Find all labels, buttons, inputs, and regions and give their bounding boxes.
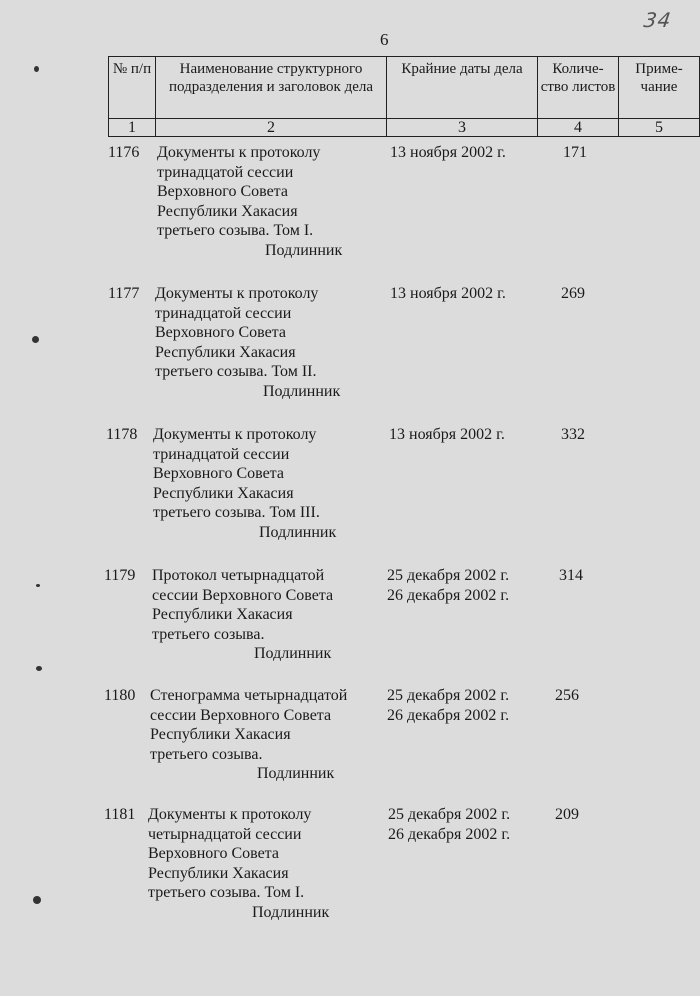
record-title-line: третьего созыва. [152, 625, 265, 643]
record-title-line: Верховного Совета [153, 465, 284, 482]
record-title-line: Республики Хакасия [157, 202, 298, 220]
record-title-line: Документы к протоколу [155, 285, 319, 302]
record-sheet-count: 314 [559, 567, 583, 584]
record-number: 1179 [104, 567, 136, 584]
header-col-number: № п/п [109, 57, 156, 119]
record-dates [389, 425, 505, 445]
table-header [108, 56, 700, 137]
scan-speck [33, 896, 41, 904]
record-title-line: Республики Хакасия [155, 343, 296, 361]
record-dates [390, 143, 506, 163]
header-colnum-4: 4 [538, 119, 619, 137]
header-col-sheets: Количе-ство листов [538, 57, 619, 119]
record-original-mark: Подлинник [257, 765, 335, 782]
record-original-mark: Подлинник [265, 241, 343, 259]
record-date: 26 декабря 2002 г. [387, 706, 510, 724]
record-number: 1176 [108, 144, 140, 161]
record-original-mark: Подлинник [252, 903, 330, 921]
record-sheet-count: 256 [555, 687, 579, 704]
record-title-line: четырнадцатой сессии [148, 825, 302, 843]
header-col-dates: Крайние даты дела [387, 57, 538, 119]
archive-sheet-number: 34 [642, 8, 674, 32]
record-sheet-count: 171 [563, 144, 587, 161]
record-title-line: Верховного Совета [155, 324, 286, 341]
record-title [148, 805, 348, 922]
header-colnum-2: 2 [156, 119, 387, 137]
record-date: 25 декабря 2002 г. [387, 567, 510, 584]
record-dates [390, 284, 506, 304]
scan-speck [34, 66, 39, 72]
record-date: 26 декабря 2002 г. [388, 825, 511, 843]
record-title-line: Республики Хакасия [148, 864, 289, 882]
record-title [155, 284, 355, 401]
record-title-line: третьего созыва. [150, 745, 263, 763]
record-title-line: третьего созыва. Том I. [148, 884, 305, 901]
record-number: 1180 [104, 687, 136, 704]
record-original-mark: Подлинник [259, 523, 337, 541]
record-title [157, 143, 357, 260]
scan-speck [36, 584, 40, 587]
record-title-line: Республики Хакасия [152, 606, 293, 623]
record-date: 25 декабря 2002 г. [388, 806, 511, 823]
record-title-line: Документы к протоколу [148, 806, 312, 823]
record-title-line: Республики Хакасия [153, 484, 294, 502]
page-number: 6 [380, 30, 389, 49]
record-date: 26 декабря 2002 г. [387, 586, 510, 604]
record-title-line: Республики Хакасия [150, 726, 291, 743]
record-original-mark: Подлинник [254, 645, 332, 662]
record-sheet-count: 269 [561, 285, 585, 302]
record-number: 1181 [104, 806, 136, 823]
header-colnum-1: 1 [109, 119, 156, 137]
record-dates [388, 805, 510, 844]
record-original-mark: Подлинник [263, 382, 341, 400]
record-date: 13 ноября 2002 г. [390, 144, 506, 161]
record-number: 1178 [106, 426, 138, 443]
record-date: 13 ноября 2002 г. [389, 426, 505, 443]
record-dates [387, 686, 509, 725]
record-title-line: Документы к протоколу [153, 426, 317, 443]
header-col-notes: Приме-чание [619, 57, 700, 119]
record-date: 13 ноября 2002 г. [390, 285, 506, 302]
record-dates [387, 566, 509, 605]
record-title-line: Протокол четырнадцатой [152, 567, 325, 584]
record-title-line: третьего созыва. Том I. [157, 222, 314, 239]
record-title-line: тринадцатой сессии [157, 163, 294, 181]
record-title [150, 686, 350, 784]
header-col-title: Наименование структурного подразделения и заголовок дела [156, 57, 387, 119]
record-title [152, 566, 352, 664]
scan-speck [36, 666, 42, 671]
record-title-line: Стенограмма четырнадцатой [150, 687, 348, 704]
record-title-line: сессии Верховного Совета [150, 706, 332, 724]
header-colnum-3: 3 [387, 119, 538, 137]
record-title-line: сессии Верховного Совета [152, 586, 334, 604]
record-title-line: третьего созыва. Том III. [153, 504, 320, 521]
scan-speck [32, 336, 39, 343]
record-number: 1177 [108, 285, 140, 302]
record-title-line: тринадцатой сессии [155, 304, 292, 322]
record-sheet-count: 209 [555, 806, 579, 823]
record-sheet-count: 332 [561, 426, 585, 443]
record-title-line: Верховного Совета [148, 845, 279, 862]
record-title-line: третьего созыва. Том II. [155, 363, 317, 380]
record-title-line: Верховного Совета [157, 183, 288, 200]
record-title [153, 425, 353, 542]
header-colnum-5: 5 [619, 119, 700, 137]
record-title-line: Документы к протоколу [157, 144, 321, 161]
record-title-line: тринадцатой сессии [153, 445, 290, 463]
record-date: 25 декабря 2002 г. [387, 687, 510, 704]
